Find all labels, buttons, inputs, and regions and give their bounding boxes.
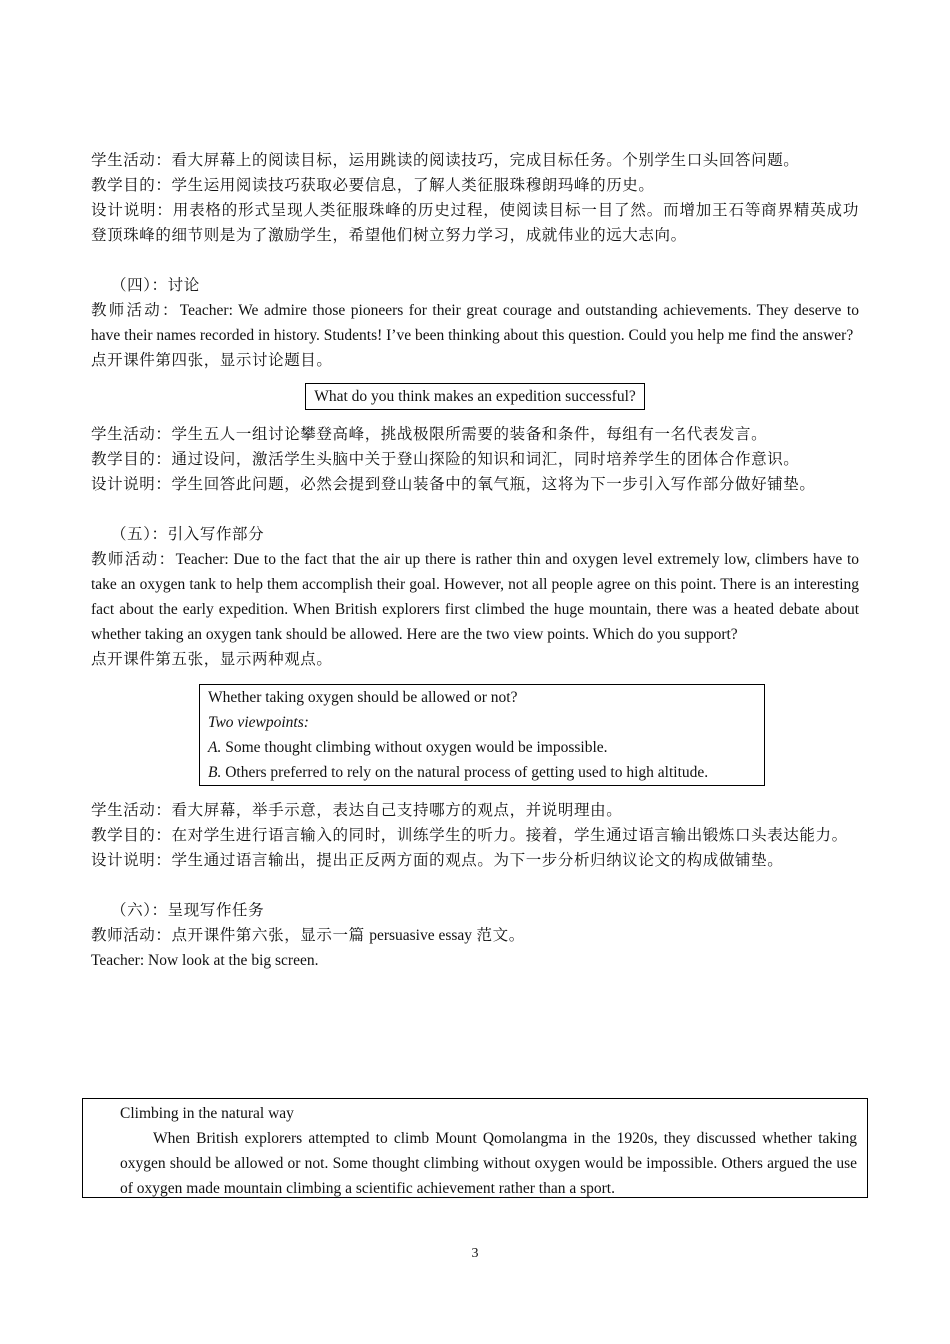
student-activity-5: 学生活动：看大屏幕，举手示意，表达自己支持哪方的观点，并说明理由。 (91, 802, 623, 819)
teacher-label-4: 教师活动： (91, 302, 180, 319)
document-body (91, 148, 859, 973)
page-number: 3 (471, 1246, 479, 1261)
teacher-activity-6-c: 范文。 (472, 927, 525, 944)
design-note-4: 设计说明：学生回答此问题，必然会提到登山装备中的氧气瓶，这将为下一步引入写作部分做好铺垫。 (91, 476, 816, 493)
viewpoint-b-label: B. (208, 764, 222, 781)
teacher-activity-6-a: 教师活动：点开课件第六张，显示一篇 (91, 927, 370, 944)
essay-title: Climbing in the natural way (120, 1105, 294, 1122)
viewpoint-a-text: Some thought climbing without oxygen would be impossible. (225, 739, 608, 756)
viewpoint-a (208, 735, 756, 760)
teacher-label-5: 教师活动： (91, 551, 176, 568)
teacher-speech-4: Teacher: We admire those pioneers for their great courage and outstanding achievements. They deserve to have their names recorded in history. Students! I’ve been thinking about this question. Could you help me find the answer? (91, 302, 859, 344)
design-note-3: 设计说明：用表格的形式呈现人类征服珠峰的历史过程，使阅读目标一目了然。而增加王石等商界精英成功登顶珠峰的细节则是为了激励学生，希望他们树立努力学习，成就伟业的远大志向。 (91, 202, 859, 244)
design-note-5: 设计说明：学生通过语言输出，提出正反两方面的观点。为下一步分析归纳议论文的构成做铺垫。 (91, 852, 784, 869)
teacher-activity-6-b: persuasive essay (369, 927, 473, 944)
teacher-speech-5: Teacher: Due to the fact that the air up there is rather thin and oxygen level extremely low, climbers have to take an oxygen tank to help them accomplish their goal. However, not all people agree on this point. There is an interesting fact about the early expedition. When British explorers first climbed the huge mountain, there was a heated debate about whether taking an oxygen tank should be allowed. Here are the two view points. Which do you support? (91, 551, 859, 643)
teacher-activity-4 (91, 298, 859, 348)
viewpoint-b (208, 760, 756, 785)
section-heading-6: （六）：呈现写作任务 (111, 902, 265, 919)
viewpoint-b-text: Others preferred to rely on the natural process of getting used to high altitude. (225, 764, 709, 781)
viewpoints-box (199, 684, 765, 786)
teaching-purpose-4: 教学目的：通过设问，激活学生头脑中关于登山探险的知识和词汇，同时培养学生的团体合作意识。 (91, 451, 800, 468)
teaching-purpose-5: 教学目的：在对学生进行语言输入的同时，训练学生的听力。接着，学生通过语言输出锻炼口头表达能力。 (91, 827, 848, 844)
essay-body: When British explorers attempted to climb Mount Qomolangma in the 1920s, they discussed whether taking oxygen should be allowed or not. Some thought climbing without oxygen would be impossible. Others argued the use of oxygen made mountain climbing a scientific achievement rather than a sport. (120, 1130, 857, 1197)
slide-note-5: 点开课件第五张，显示两种观点。 (91, 651, 333, 668)
discussion-question-box: What do you think makes an expedition successful? (305, 383, 645, 410)
viewpoints-title: Whether taking oxygen should be allowed or not? (208, 689, 518, 706)
viewpoints-subtitle: Two viewpoints: (208, 714, 309, 731)
section-heading-4: （四）：讨论 (111, 277, 200, 294)
teacher-activity-5 (91, 547, 859, 647)
student-activity-3: 学生活动：看大屏幕上的阅读目标，运用跳读的阅读技巧，完成目标任务。个别学生口头回答问题。 (91, 152, 800, 169)
essay-box (82, 1098, 868, 1198)
teaching-purpose-3: 教学目的：学生运用阅读技巧获取必要信息，了解人类征服珠穆朗玛峰的历史。 (91, 177, 655, 194)
slide-note-4: 点开课件第四张，显示讨论题目。 (91, 352, 333, 369)
viewpoint-a-label: A. (208, 739, 222, 756)
teacher-speech-6: Teacher: Now look at the big screen. (91, 952, 319, 969)
student-activity-4: 学生活动：学生五人一组讨论攀登高峰，挑战极限所需要的装备和条件，每组有一名代表发言。 (91, 426, 768, 443)
teacher-activity-6 (91, 923, 859, 948)
section-heading-5: （五）：引入写作部分 (111, 526, 265, 543)
